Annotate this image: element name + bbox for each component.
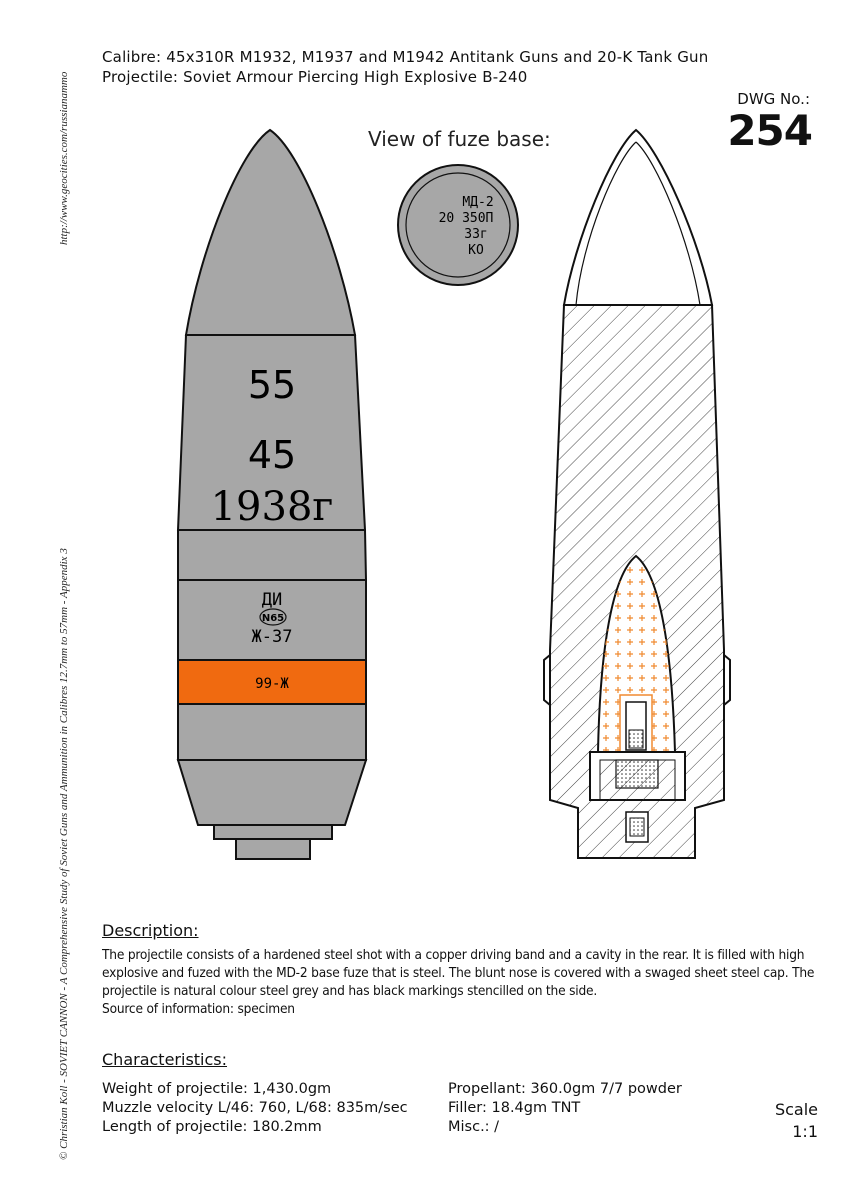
lot-mark: Ж-37 xyxy=(251,627,293,647)
muzzle-velocity-value: Muzzle velocity L/46: 760, L/68: 835m/sec xyxy=(102,1100,408,1116)
propellant-value: Propellant: 360.0gm 7/7 powder xyxy=(448,1081,682,1097)
fuze-base-view xyxy=(398,165,518,285)
dwg-label: DWG No.: xyxy=(737,90,810,108)
characteristics-right xyxy=(448,1080,682,1137)
fuze-line-3: 33г xyxy=(464,227,488,242)
characteristics-title: Characteristics: xyxy=(102,1050,228,1069)
stamp-mark: N65 xyxy=(261,613,285,624)
fuze-line-1: МД-2 xyxy=(462,195,494,210)
maker-mark: ДИ xyxy=(261,590,283,610)
description-section xyxy=(102,921,822,1018)
description-line-1: The projectile consists of a hardened steel shot with a copper driving band and a cavity in the rear. It is filled with high xyxy=(102,947,805,963)
copyright-credit: © Christian Koll - SOVIET CANNON - A Comprehensive Study of Soviet Guns and Ammunition in Calibres 12.7mm to 57mm - Appendix 3 xyxy=(58,548,70,1160)
projectile-section-view xyxy=(544,130,730,858)
characteristics-left xyxy=(102,1080,408,1137)
scale-value: 1:1 xyxy=(792,1122,818,1141)
length-value: Length of projectile: 180.2mm xyxy=(102,1119,322,1135)
description-line-4: Source of information: specimen xyxy=(102,1001,295,1017)
website-credit: http://www.geocities.com/russianammo xyxy=(58,71,70,245)
description-line-2: explosive and fuzed with the MD-2 base fuze that is steel. The blunt nose is covered with a swaged sheet steel cap. The xyxy=(102,965,815,981)
scale-label: Scale xyxy=(774,1100,818,1119)
projectile-exterior-view xyxy=(178,130,366,859)
fuze-line-4: КО xyxy=(468,243,484,258)
description-title: Description: xyxy=(102,921,199,940)
weight-value: Weight of projectile: 1,430.0gm xyxy=(102,1081,332,1097)
filler-value: Filler: 18.4gm TNT xyxy=(448,1100,581,1116)
marking-55: 55 xyxy=(247,363,297,407)
marking-year: 1938г xyxy=(210,484,334,530)
marking-45: 45 xyxy=(247,433,297,477)
dwg-number: 254 xyxy=(727,106,812,155)
fuze-line-2: 20 350П xyxy=(438,211,494,226)
fuze-base-title: View of fuze base: xyxy=(368,127,551,151)
band-mark: 99-Ж xyxy=(255,676,289,692)
calibre-heading: Calibre: 45x310R M1932, M1937 and M1942 Antitank Guns and 20-K Tank Gun xyxy=(102,48,709,66)
projectile-heading: Projectile: Soviet Armour Piercing High Explosive B-240 xyxy=(102,68,528,86)
misc-value: Misc.: / xyxy=(448,1119,500,1135)
description-line-3: projectile is natural colour steel grey and has black markings stencilled on the side. xyxy=(102,983,598,999)
